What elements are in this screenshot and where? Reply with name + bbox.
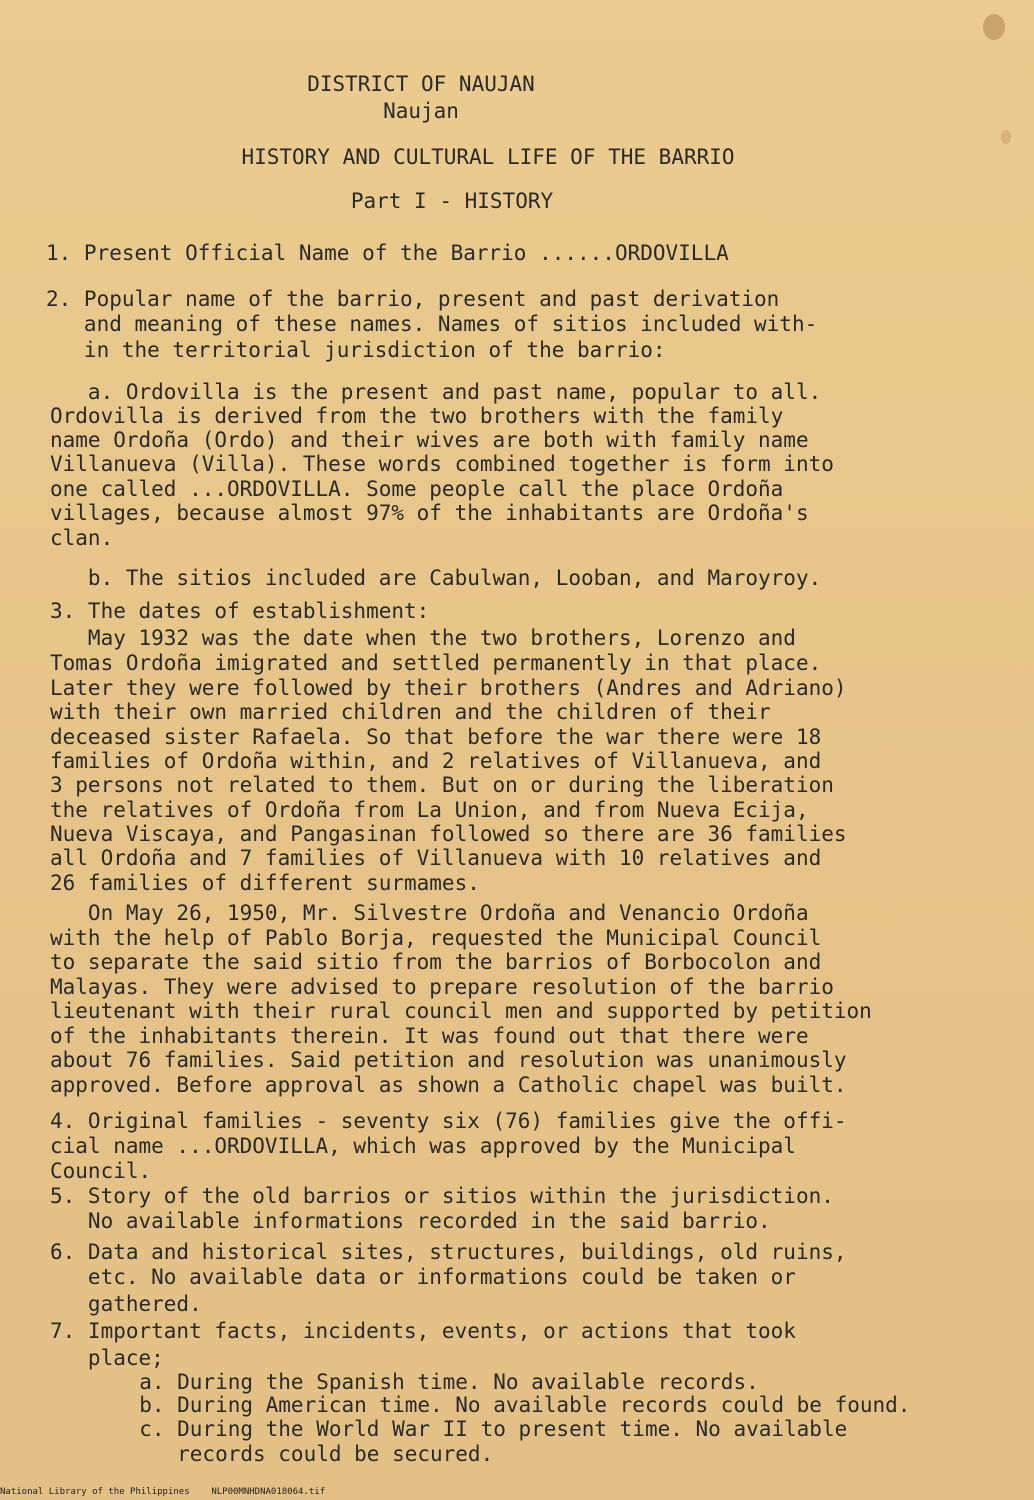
district-heading: DISTRICT OF NAUJAN (307, 72, 535, 96)
paper-stain (983, 14, 1005, 40)
item-4-line: 4. Original families - seventy six (76) families give the offi- (50, 1109, 847, 1133)
item-3-para1-line: the relatives of Ordoña from La Union, and from Nueva Ecija, (50, 798, 809, 822)
item-3-para1-line: 3 persons not related to them. But on or during the liberation (50, 773, 834, 797)
item-3-para2-line: of the inhabitants therein. It was found out that there were (50, 1024, 809, 1048)
item-3-para2-line: Malayas. They were advised to prepare resolution of the barrio (50, 975, 834, 999)
item-3-para2-line: approved. Before approval as shown a Catholic chapel was built. (50, 1073, 847, 1097)
item-2-line: and meaning of these names. Names of sitios included with- (46, 312, 818, 336)
item-2-line: 2. Popular name of the barrio, present and past derivation (46, 287, 780, 311)
item-3-para1-line: deceased sister Rafaela. So that before the war there were 18 (50, 725, 822, 749)
item-5-line: 5. Story of the old barrios or sitios within the jurisdiction. (50, 1184, 834, 1208)
item-3-para1-line: all Ordoña and 7 families of Villanueva with 10 relatives and (50, 846, 822, 870)
item-3-para1-line: 26 families of different surmames. (50, 871, 480, 895)
item-2a-line: Ordovilla is derived from the two brothers with the family (50, 404, 784, 428)
scan-footer: National Library of the Philippines NLP00MNHDNA018064.tif (0, 1487, 326, 1497)
item-2a-line: clan. (50, 526, 114, 550)
item-7-sub-line: records could be secured. (76, 1442, 494, 1466)
item-7-sub-line: b. During American time. No available records could be found. (76, 1393, 911, 1417)
item-3-heading: 3. The dates of establishment: (50, 599, 430, 623)
item-3-para1-line: with their own married children and the children of their (50, 700, 771, 724)
paper-stain (1001, 130, 1011, 144)
item-1: 1. Present Official Name of the Barrio ......ORDOVILLA (46, 241, 729, 265)
part-heading: Part I - HISTORY (350, 189, 554, 213)
item-3-para1-line: Nueva Viscaya, and Pangasinan followed so there are 36 families (50, 822, 847, 846)
item-7-line: 7. Important facts, incidents, events, or actions that took (50, 1319, 796, 1343)
item-2b: b. The sitios included are Cabulwan, Looban, and Maroyroy. (50, 566, 822, 590)
item-2-line: in the territorial jurisdiction of the barrio: (46, 338, 666, 362)
item-3-para2-line: with the help of Pablo Borja, requested the Municipal Council (50, 926, 822, 950)
item-3-para2-line: about 76 families. Said petition and resolution was unanimously (50, 1048, 847, 1072)
item-2a-line: a. Ordovilla is the present and past name, popular to all. (50, 380, 822, 404)
item-2a-line: villages, because almost 97% of the inhabitants are Ordoña's (50, 501, 809, 525)
item-3-para2-line: to separate the said sitio from the barrios of Borbocolon and (50, 950, 822, 974)
item-4-line: cial name ...ORDOVILLA, which was approved by the Municipal (50, 1134, 796, 1158)
town-heading: Naujan (383, 99, 459, 123)
item-7-line: place; (50, 1346, 164, 1370)
item-7-sub-line: a. During the Spanish time. No available records. (76, 1370, 759, 1394)
item-2a-line: one called ...ORDOVILLA. Some people call the place Ordoña (50, 477, 784, 501)
item-2a-line: name Ordoña (Ordo) and their wives are both with family name (50, 428, 809, 452)
item-7-sub-line: c. During the World War II to present time. No available (76, 1417, 848, 1441)
item-2a-line: Villanueva (Villa). These words combined together is form into (50, 452, 834, 476)
item-3-para1-line: May 1932 was the date when the two brothers, Lorenzo and (50, 626, 796, 650)
item-6-line: etc. No available data or informations could be taken or (50, 1265, 796, 1289)
document-title: HISTORY AND CULTURAL LIFE OF THE BARRIO (241, 145, 735, 169)
item-3-para2-line: On May 26, 1950, Mr. Silvestre Ordoña and Venancio Ordoña (50, 901, 809, 925)
item-3-para1-line: Tomas Ordoña imigrated and settled permanently in that place. (50, 651, 822, 675)
item-6-line: 6. Data and historical sites, structures, buildings, old ruins, (50, 1240, 847, 1264)
item-3-para1-line: Later they were followed by their brothers (Andres and Adriano) (50, 676, 847, 700)
item-5-line: No available informations recorded in the said barrio. (50, 1209, 771, 1233)
item-4-line: Council. (50, 1159, 152, 1183)
item-6-line: gathered. (50, 1292, 202, 1316)
item-3-para2-line: lieutenant with their rural council men and supported by petition (50, 999, 872, 1023)
item-3-para1-line: families of Ordoña within, and 2 relatives of Villanueva, and (50, 749, 822, 773)
